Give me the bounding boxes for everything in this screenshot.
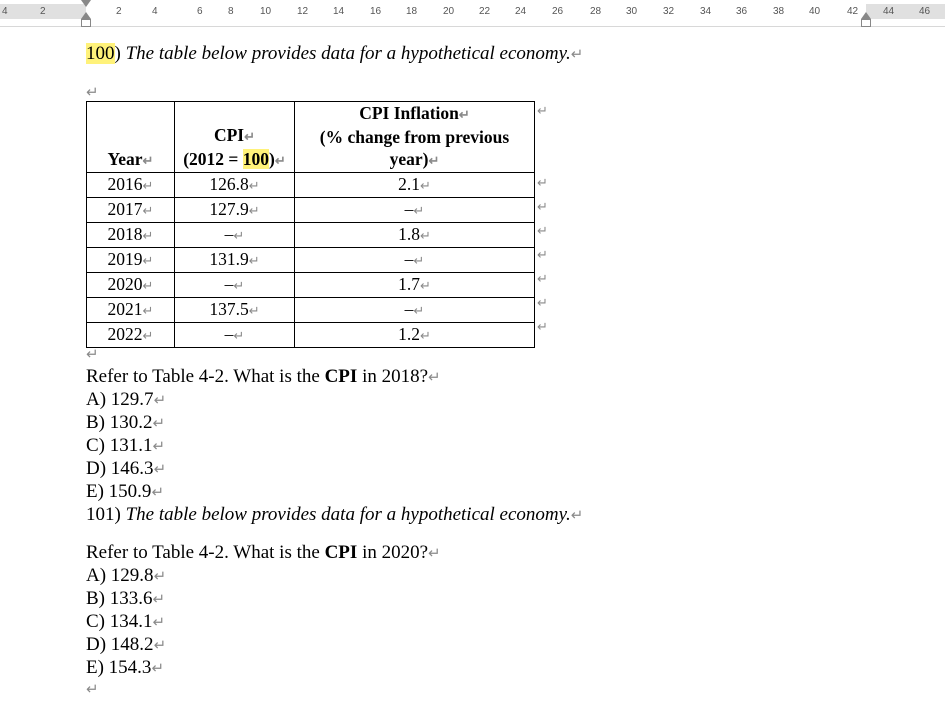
paragraph-mark: ↵ xyxy=(153,393,167,409)
header-cpi-base-value: 100 xyxy=(242,149,270,169)
cell-cpi xyxy=(175,223,295,248)
cell-inflation xyxy=(295,198,535,223)
cell-mark: ↵ xyxy=(419,328,431,343)
cell-inflation xyxy=(295,173,535,198)
paragraph-mark: ↵ xyxy=(151,661,165,677)
paragraph-mark: ↵ xyxy=(570,47,584,63)
horizontal-ruler[interactable] xyxy=(0,0,945,27)
cell-year-text: 2016 xyxy=(107,174,143,194)
option-text: D) 146.3 xyxy=(86,458,154,479)
cell-mark: ↵ xyxy=(248,253,260,268)
paragraph-mark: ↵ xyxy=(428,546,441,562)
cell-inflation xyxy=(295,298,535,323)
cell-year xyxy=(87,273,175,298)
ruler-tick: 26 xyxy=(552,6,564,17)
cell-year-text: 2020 xyxy=(107,274,143,294)
cell-cpi xyxy=(175,323,295,348)
cell-cpi-text: 131.9 xyxy=(209,249,249,269)
q100-question-pre: Refer to Table 4-2. What is the xyxy=(86,366,325,387)
ruler-tick: 12 xyxy=(297,6,309,17)
row-end-mark: ↵ xyxy=(537,295,548,310)
cell-year xyxy=(87,298,175,323)
cell-cpi-text: 137.5 xyxy=(209,299,249,319)
cell-inflation-text: – xyxy=(404,249,414,269)
hanging-indent-marker[interactable] xyxy=(81,12,91,19)
cell-year xyxy=(87,248,175,273)
option-text: B) 133.6 xyxy=(86,588,153,609)
ruler-tick: 8 xyxy=(228,6,234,17)
ruler-tick: 22 xyxy=(479,6,491,17)
paragraph-mark: ↵ xyxy=(152,615,166,631)
ruler-tick: 42 xyxy=(847,6,859,17)
option-text: A) 129.7 xyxy=(86,389,154,410)
option-text: B) 130.2 xyxy=(86,412,153,433)
row-end-mark: ↵ xyxy=(537,175,548,190)
left-indent-marker[interactable] xyxy=(81,19,91,27)
cell-mark: ↵ xyxy=(413,253,425,268)
header-inflation xyxy=(295,102,535,173)
cell-mark: ↵ xyxy=(233,328,245,343)
right-indent-marker[interactable] xyxy=(861,12,871,19)
q100-option-a xyxy=(86,388,166,413)
cell-mark: ↵ xyxy=(142,278,154,293)
q100-number-paren: ) xyxy=(114,43,121,64)
ruler-tick: 2 xyxy=(40,6,46,17)
cell-inflation-text: 1.8 xyxy=(398,224,420,244)
q101-option-b xyxy=(86,587,165,612)
ruler-tick: 44 xyxy=(883,6,895,17)
ruler-tick: 38 xyxy=(773,6,785,17)
cell-inflation-text: – xyxy=(404,299,414,319)
option-text: D) 148.2 xyxy=(86,634,154,655)
paragraph-mark: ↵ xyxy=(152,416,166,432)
cell-mark: ↵ xyxy=(233,278,245,293)
cell-mark: ↵ xyxy=(419,178,431,193)
paragraph-mark: ↵ xyxy=(152,592,166,608)
ruler-tick: 36 xyxy=(736,6,748,17)
ruler-tick: 32 xyxy=(663,6,675,17)
first-line-indent-marker[interactable] xyxy=(81,0,91,7)
right-indent-box[interactable] xyxy=(861,19,871,27)
cell-cpi-text: – xyxy=(224,224,234,244)
cell-year-text: 2018 xyxy=(107,224,143,244)
ruler-tick: 2 xyxy=(116,6,122,17)
table-row xyxy=(87,323,535,348)
ruler-track xyxy=(0,4,945,19)
ruler-tick: 46 xyxy=(919,6,931,17)
q101-number: 101) xyxy=(86,504,121,525)
cell-mark: ↵ xyxy=(142,253,154,268)
q100-option-c xyxy=(86,434,165,459)
ruler-tick: 34 xyxy=(700,6,712,17)
q101-intro-text: The table below provides data for a hypothetical economy. xyxy=(125,504,571,525)
cell-cpi-text: 127.9 xyxy=(209,199,249,219)
cell-cpi xyxy=(175,248,295,273)
ruler-tick: 4 xyxy=(2,6,8,17)
cell-inflation-text: 2.1 xyxy=(398,174,420,194)
row-end-mark: ↵ xyxy=(537,247,548,262)
table-row xyxy=(87,248,535,273)
q100-question xyxy=(86,365,441,390)
header-cpi-line1: CPI xyxy=(213,125,245,145)
cell-mark: ↵ xyxy=(233,228,245,243)
paragraph-mark: ↵ xyxy=(153,462,167,478)
header-cpi xyxy=(175,102,295,173)
table-header-row xyxy=(87,102,535,173)
paragraph-mark: ↵ xyxy=(570,508,584,524)
paragraph-mark: ↵ xyxy=(152,439,166,455)
cell-inflation-text: 1.2 xyxy=(398,324,420,344)
q101-question-bold: CPI xyxy=(324,542,358,563)
cell-cpi xyxy=(175,198,295,223)
cell-mark: ↵ xyxy=(458,107,470,122)
q100-intro-text: The table below provides data for a hypothetical economy. xyxy=(125,43,571,64)
ruler-tick: 6 xyxy=(197,6,203,17)
empty-paragraph xyxy=(86,342,99,367)
table-row xyxy=(87,298,535,323)
header-cpi-line2-post: ) xyxy=(269,149,275,169)
cell-inflation xyxy=(295,248,535,273)
table-row xyxy=(87,198,535,223)
header-inflation-line1: CPI Inflation xyxy=(359,103,459,123)
option-text: E) 150.9 xyxy=(86,481,152,502)
row-end-mark: ↵ xyxy=(537,103,548,118)
ruler-tick: 28 xyxy=(590,6,602,17)
paragraph-mark: ↵ xyxy=(86,85,99,101)
q100-question-post: in 2018? xyxy=(357,366,429,387)
q101-question-post: in 2020? xyxy=(357,542,429,563)
cell-mark: ↵ xyxy=(142,178,154,193)
cell-inflation-text: 1.7 xyxy=(398,274,420,294)
ruler-tick: 10 xyxy=(260,6,272,17)
table-row xyxy=(87,173,535,198)
option-text: E) 154.3 xyxy=(86,657,152,678)
cell-mark: ↵ xyxy=(244,129,256,144)
cell-mark: ↵ xyxy=(419,278,431,293)
q100-question-bold: CPI xyxy=(324,366,358,387)
cell-cpi xyxy=(175,298,295,323)
cell-year xyxy=(87,198,175,223)
ruler-tick: 16 xyxy=(370,6,382,17)
cell-year-text: 2021 xyxy=(107,299,143,319)
paragraph-mark: ↵ xyxy=(86,347,99,363)
q101-question-pre: Refer to Table 4-2. What is the xyxy=(86,542,325,563)
cpi-table xyxy=(86,101,535,348)
paragraph-mark: ↵ xyxy=(86,682,99,698)
header-cpi-line2-pre: (2012 = xyxy=(183,149,243,169)
ruler-tick: 4 xyxy=(152,6,158,17)
paragraph-mark: ↵ xyxy=(153,569,167,585)
cell-mark: ↵ xyxy=(248,303,260,318)
cell-inflation xyxy=(295,223,535,248)
cell-cpi-text: 126.8 xyxy=(209,174,249,194)
cell-mark: ↵ xyxy=(142,153,154,168)
ruler-tick: 24 xyxy=(515,6,527,17)
cell-cpi-text: – xyxy=(224,274,234,294)
ruler-tick: 14 xyxy=(333,6,345,17)
cell-year xyxy=(87,223,175,248)
paragraph-mark: ↵ xyxy=(151,485,165,501)
q100-intro-line xyxy=(86,42,583,67)
row-end-mark: ↵ xyxy=(537,271,548,286)
cell-mark: ↵ xyxy=(428,153,440,168)
header-year-text: Year xyxy=(107,149,143,169)
cell-inflation-text: – xyxy=(404,199,414,219)
cell-mark: ↵ xyxy=(142,228,154,243)
ruler-tick: 20 xyxy=(443,6,455,17)
cell-cpi xyxy=(175,273,295,298)
row-end-mark: ↵ xyxy=(537,199,548,214)
q100-option-d xyxy=(86,457,166,482)
ruler-tick: 40 xyxy=(809,6,821,17)
option-text: C) 134.1 xyxy=(86,611,153,632)
ruler-right-margin xyxy=(866,4,945,19)
cell-year xyxy=(87,323,175,348)
q101-option-c xyxy=(86,610,165,635)
option-text: C) 131.1 xyxy=(86,435,153,456)
cell-mark: ↵ xyxy=(142,328,154,343)
header-year xyxy=(87,102,175,173)
row-end-mark: ↵ xyxy=(537,223,548,238)
cell-mark: ↵ xyxy=(142,303,154,318)
cell-cpi xyxy=(175,173,295,198)
cell-cpi-text: – xyxy=(224,324,234,344)
cell-mark: ↵ xyxy=(413,303,425,318)
row-end-mark: ↵ xyxy=(537,319,548,334)
cell-mark: ↵ xyxy=(248,178,260,193)
q101-intro-line xyxy=(86,503,583,528)
cell-year-text: 2022 xyxy=(107,324,143,344)
option-text: A) 129.8 xyxy=(86,565,154,586)
q100-option-b xyxy=(86,411,165,436)
ruler-tick: 18 xyxy=(406,6,418,17)
ruler-tick: 30 xyxy=(626,6,638,17)
paragraph-mark: ↵ xyxy=(428,370,441,386)
q100-option-e xyxy=(86,480,164,505)
cell-mark: ↵ xyxy=(142,203,154,218)
cell-mark: ↵ xyxy=(413,203,425,218)
paragraph-mark: ↵ xyxy=(153,638,167,654)
cell-year-text: 2017 xyxy=(107,199,143,219)
table-row xyxy=(87,223,535,248)
cell-mark: ↵ xyxy=(274,153,286,168)
cell-year-text: 2019 xyxy=(107,249,143,269)
cell-year xyxy=(87,173,175,198)
q101-option-a xyxy=(86,564,166,589)
cell-inflation xyxy=(295,273,535,298)
cell-mark: ↵ xyxy=(419,228,431,243)
table-row xyxy=(87,273,535,298)
empty-paragraph xyxy=(86,677,99,702)
cell-inflation xyxy=(295,323,535,348)
header-inflation-line2: (% change from previous xyxy=(319,127,510,147)
header-inflation-line3: year) xyxy=(389,149,429,169)
q101-option-d xyxy=(86,633,166,658)
cell-mark: ↵ xyxy=(248,203,260,218)
q101-question xyxy=(86,541,441,566)
q100-number: 100 xyxy=(86,43,115,64)
